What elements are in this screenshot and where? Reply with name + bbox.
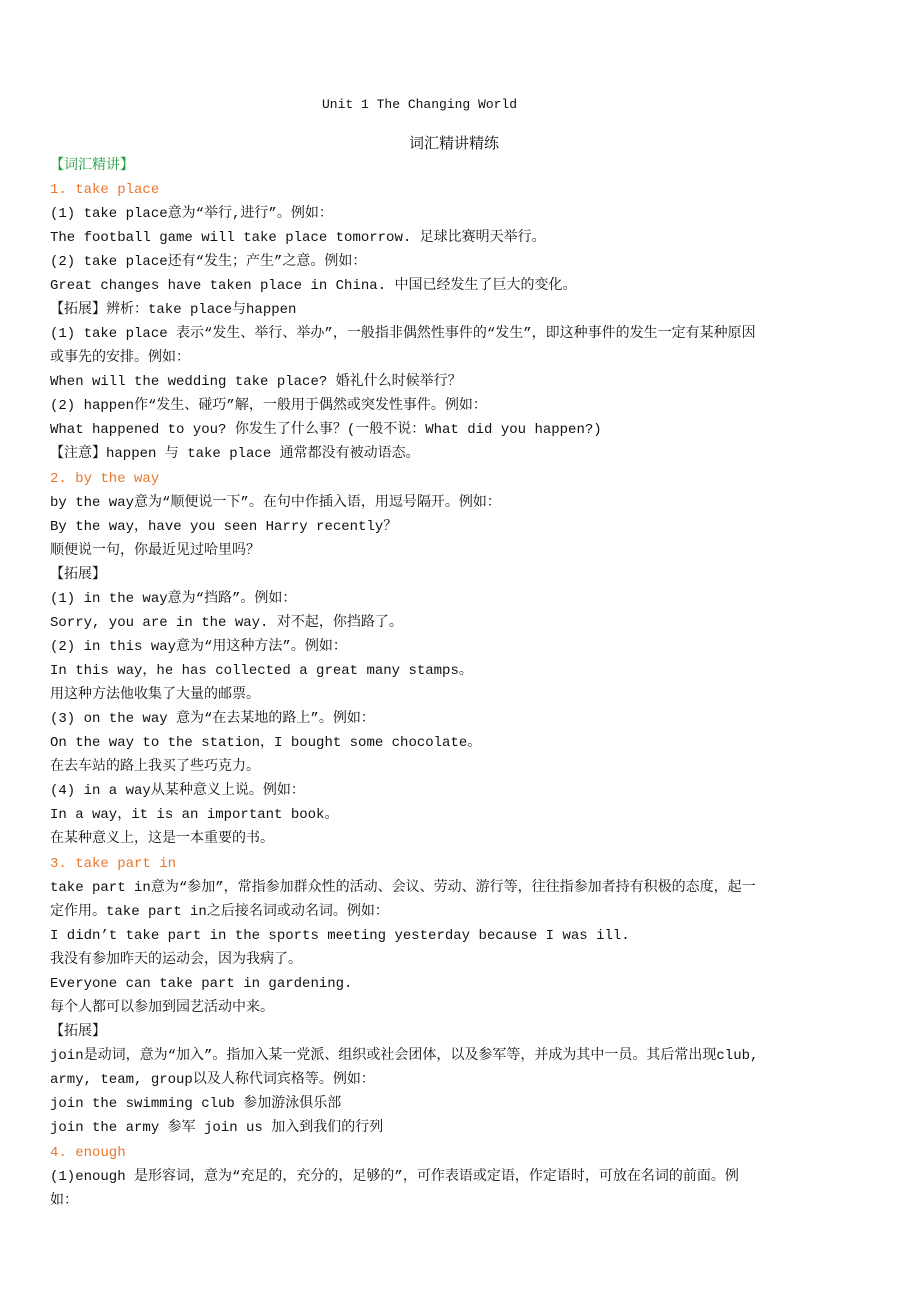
unit-title: Unit 1 The Changing World	[322, 97, 518, 112]
section-title: 词汇精讲精练	[409, 134, 500, 152]
example-line: join the army 参军 join us 加入到我们的行列	[50, 1120, 384, 1136]
example-line: join the swimming club 参加游泳俱乐部	[50, 1096, 342, 1112]
example-line: In a way，it is an important book。	[50, 807, 339, 823]
text-line: by the way意为“顺便说一下”。在句中作插入语，用逗号隔开。例如：	[50, 495, 501, 511]
item-heading-take-part-in: 3. take part in	[50, 856, 177, 872]
text-line: (4) in a way从某种意义上说。例如：	[50, 783, 305, 799]
item-heading-take-place: 1. take place	[50, 182, 160, 198]
text-line: 定作用。take part in之后接名词或动名词。例如：	[50, 904, 389, 920]
text-line: army, team, group以及人称代词宾格等。例如：	[50, 1072, 375, 1088]
example-line: By the way，have you seen Harry recently？	[50, 519, 398, 535]
text-line: (1)enough 是形容词，意为“充足的，充分的，足够的”，可作表语或定语，作定语时，可放在名词的前面。例	[50, 1169, 739, 1185]
example-line: 用这种方法他收集了大量的邮票。	[50, 687, 260, 703]
example-line: I didn’t take part in the sports meeting yesterday because I was ill.	[50, 928, 630, 944]
example-line: On the way to the station，I bought some chocolate。	[50, 735, 482, 751]
extension-heading: 【拓展】	[50, 567, 106, 583]
example-line: The football game will take place tomorrow. 足球比赛明天举行。	[50, 230, 546, 246]
example-line: Sorry, you are in the way. 对不起，你挡路了。	[50, 615, 403, 631]
example-line: 每个人都可以参加到园艺活动中来。	[50, 1000, 274, 1016]
example-line: When will the wedding take place? 婚礼什么时候举行？	[50, 374, 462, 390]
text-line: (1) take place意为“举行,进行”。例如：	[50, 206, 333, 222]
example-line: Everyone can take part in gardening.	[50, 976, 353, 992]
example-line: In this way，he has collected a great many stamps。	[50, 663, 473, 679]
example-line: What happened to you? 你发生了什么事？(一般不说：What did you happen?)	[50, 422, 602, 438]
text-line: (1) take place 表示“发生、举行、举办”，一般指非偶然性事件的“发生”，即这种事件的发生一定有某种原因	[50, 326, 756, 342]
example-line: 在去车站的路上我买了些巧克力。	[50, 759, 260, 775]
example-line: 我没有参加昨天的运动会，因为我病了。	[50, 952, 302, 968]
text-line: join是动词，意为“加入”。指加入某一党派、组织或社会团体，以及参军等，并成为其中一员。其后常出现club,	[50, 1048, 759, 1064]
text-line: (2) take place还有“发生；产生”之意。例如：	[50, 254, 367, 270]
text-line: take part in意为“参加”，常指参加群众性的活动、会议、劳动、游行等，往往指参加者持有积极的态度，起一	[50, 880, 756, 896]
text-line: 如：	[50, 1193, 78, 1209]
text-line: 或事先的安排。例如：	[50, 350, 190, 366]
item-heading-by-the-way: 2. by the way	[50, 471, 160, 487]
example-line: 顺便说一句，你最近见过哈里吗？	[50, 543, 260, 559]
section-heading-vocab: 【词汇精讲】	[50, 157, 134, 173]
extension-heading: 【拓展】辨析：take place与happen	[50, 302, 297, 318]
note-line: 【注意】happen 与 take place 通常都没有被动语态。	[50, 446, 420, 462]
text-line: (2) in this way意为“用这种方法”。例如：	[50, 639, 347, 655]
text-line: (2) happen作“发生、碰巧”解，一般用于偶然或突发性事件。例如：	[50, 398, 487, 414]
example-line: Great changes have taken place in China. 中国已经发生了巨大的变化。	[50, 278, 577, 294]
example-line: 在某种意义上，这是一本重要的书。	[50, 831, 274, 847]
text-line: (1) in the way意为“挡路”。例如：	[50, 591, 297, 607]
item-heading-enough: 4. enough	[50, 1145, 126, 1161]
extension-heading: 【拓展】	[50, 1024, 106, 1040]
text-line: (3) on the way 意为“在去某地的路上”。例如：	[50, 711, 375, 727]
